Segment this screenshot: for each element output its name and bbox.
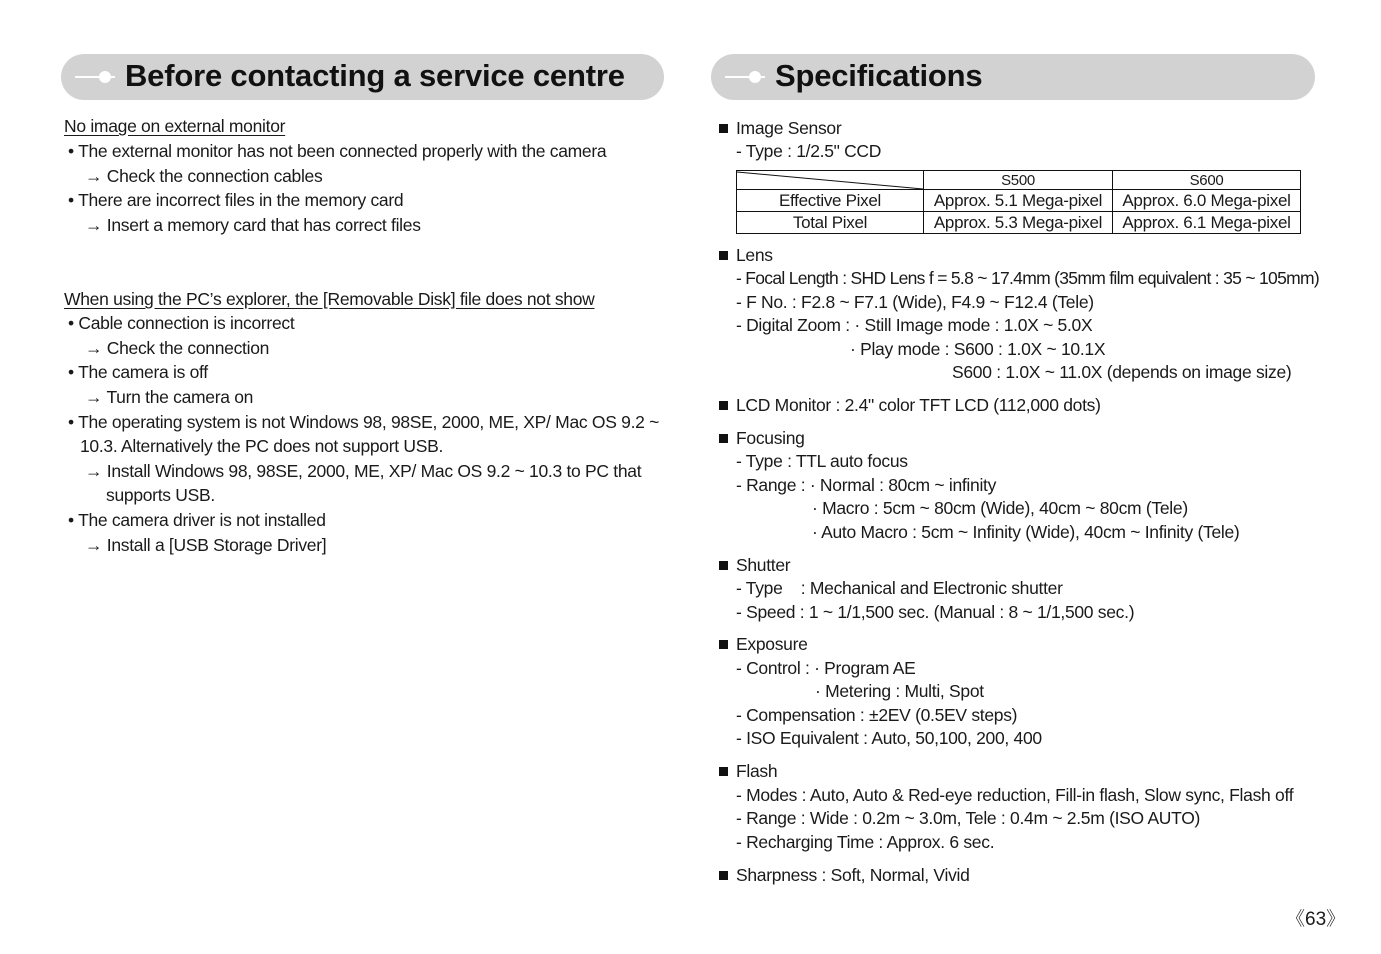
problem-cause-continued: 10.3. Alternatively the PC does not support USB. — [80, 436, 444, 456]
spec-line: S600 : 1.0X ~ 11.0X (depends on image size) — [952, 362, 1292, 382]
bullet-square-icon — [719, 124, 728, 133]
problem-remedy: → Install Windows 98, 98SE, 2000, ME, XP/ Mac OS 9.2 ~ 10.3 to PC that — [85, 461, 642, 481]
bullet-square-icon — [719, 767, 728, 776]
spec-line: - F No. : F2.8 ~ F7.1 (Wide), F4.9 ~ F12.4 (Tele) — [736, 292, 1094, 312]
spec-heading: Flash — [736, 761, 778, 781]
problem-cause: • The external monitor has not been connected properly with the camera — [68, 141, 607, 161]
bullet-square-icon — [719, 401, 728, 410]
spec-heading: Shutter — [736, 555, 791, 575]
problem-remedy-continued: supports USB. — [106, 485, 215, 505]
table-header-cell: S500 — [924, 171, 1113, 190]
spec-heading: Image Sensor — [736, 118, 842, 138]
section-header-service — [61, 54, 664, 100]
problem-remedy: → Check the connection — [85, 338, 270, 358]
spec-heading: Exposure — [736, 634, 808, 654]
spec-line: - Type : TTL auto focus — [736, 451, 908, 471]
spec-heading: LCD Monitor : 2.4" color TFT LCD (112,000 dots) — [736, 395, 1101, 415]
spec-line: - Range : · Normal : 80cm ~ infinity — [736, 475, 997, 495]
spec-line: - Compensation : ±2EV (0.5EV steps) — [736, 705, 1018, 725]
spec-line: · Macro : 5cm ~ 80cm (Wide), 40cm ~ 80cm (Tele) — [812, 498, 1188, 518]
spec-line: · Play mode : S600 : 1.0X ~ 10.1X — [850, 339, 1106, 359]
table-cell: Approx. 6.1 Mega-pixel — [1113, 212, 1301, 234]
bullet-square-icon — [719, 871, 728, 880]
diagonal-line-icon — [737, 171, 923, 190]
table-row — [737, 212, 1301, 234]
spec-line: · Metering : Multi, Spot — [815, 681, 984, 701]
header-dot-icon — [749, 71, 761, 83]
bullet-square-icon — [719, 251, 728, 260]
bullet-square-icon — [719, 434, 728, 443]
spec-line: - ISO Equivalent : Auto, 50,100, 200, 400 — [736, 728, 1042, 748]
section-title: Before contacting a service centre — [125, 58, 625, 93]
problem-remedy: → Insert a memory card that has correct files — [85, 215, 421, 235]
problem-cause: • The camera is off — [68, 362, 208, 382]
problem-cause: • The camera driver is not installed — [68, 510, 326, 530]
header-dot-icon — [99, 71, 111, 83]
problem-remedy: → Check the connection cables — [85, 166, 323, 186]
section-title: Specifications — [775, 58, 983, 93]
spec-line: - Modes : Auto, Auto & Red-eye reduction, Fill-in flash, Slow sync, Flash off — [736, 785, 1294, 805]
problem-cause: • Cable connection is incorrect — [68, 313, 295, 333]
spec-line: - Range : Wide : 0.2m ~ 3.0m, Tele : 0.4m ~ 2.5m (ISO AUTO) — [736, 808, 1201, 828]
table-cell: Approx. 6.0 Mega-pixel — [1113, 190, 1301, 212]
spec-heading: Focusing — [736, 428, 805, 448]
problem-remedy: → Install a [USB Storage Driver] — [85, 535, 327, 555]
spec-line: - Type : Mechanical and Electronic shutter — [736, 578, 1063, 598]
spec-line: · Auto Macro : 5cm ~ Infinity (Wide), 40cm ~ Infinity (Tele) — [812, 522, 1240, 542]
spec-line: - Type : 1/2.5" CCD — [736, 141, 882, 161]
problem-cause: • The operating system is not Windows 98, 98SE, 2000, ME, XP/ Mac OS 9.2 ~ — [68, 412, 660, 432]
table-row — [737, 190, 1301, 212]
table-row-label: Total Pixel — [737, 212, 924, 234]
table-row-label: Effective Pixel — [737, 190, 924, 212]
problem-cause: • There are incorrect files in the memory card — [68, 190, 404, 210]
section-header-specifications — [711, 54, 1315, 100]
spec-heading: Lens — [736, 245, 773, 265]
spec-line: - Recharging Time : Approx. 6 sec. — [736, 832, 995, 852]
page-number: 《63》 — [1286, 909, 1346, 930]
spec-heading: Sharpness : Soft, Normal, Vivid — [736, 865, 970, 885]
spec-line: - Digital Zoom : · Still Image mode : 1.0X ~ 5.0X — [736, 315, 1093, 335]
spec-line: - Focal Length : SHD Lens f = 5.8 ~ 17.4mm (35mm film equivalent : 35 ~ 105mm) — [736, 268, 1319, 288]
spec-line: - Speed : 1 ~ 1/1,500 sec. (Manual : 8 ~ 1/1,500 sec.) — [736, 602, 1135, 622]
table-cell: Approx. 5.3 Mega-pixel — [924, 212, 1113, 234]
problem-heading: When using the PC’s explorer, the [Removable Disk] file does not show — [64, 289, 595, 309]
problem-heading: No image on external monitor — [64, 116, 286, 136]
problem-remedy: → Turn the camera on — [85, 387, 254, 407]
table-corner-cell — [737, 171, 924, 190]
bullet-square-icon — [719, 561, 728, 570]
bullet-square-icon — [719, 640, 728, 649]
table-header-cell: S600 — [1113, 171, 1301, 190]
table-cell: Approx. 5.1 Mega-pixel — [924, 190, 1113, 212]
spec-line: - Control : · Program AE — [736, 658, 916, 678]
pixel-table — [736, 170, 1301, 234]
